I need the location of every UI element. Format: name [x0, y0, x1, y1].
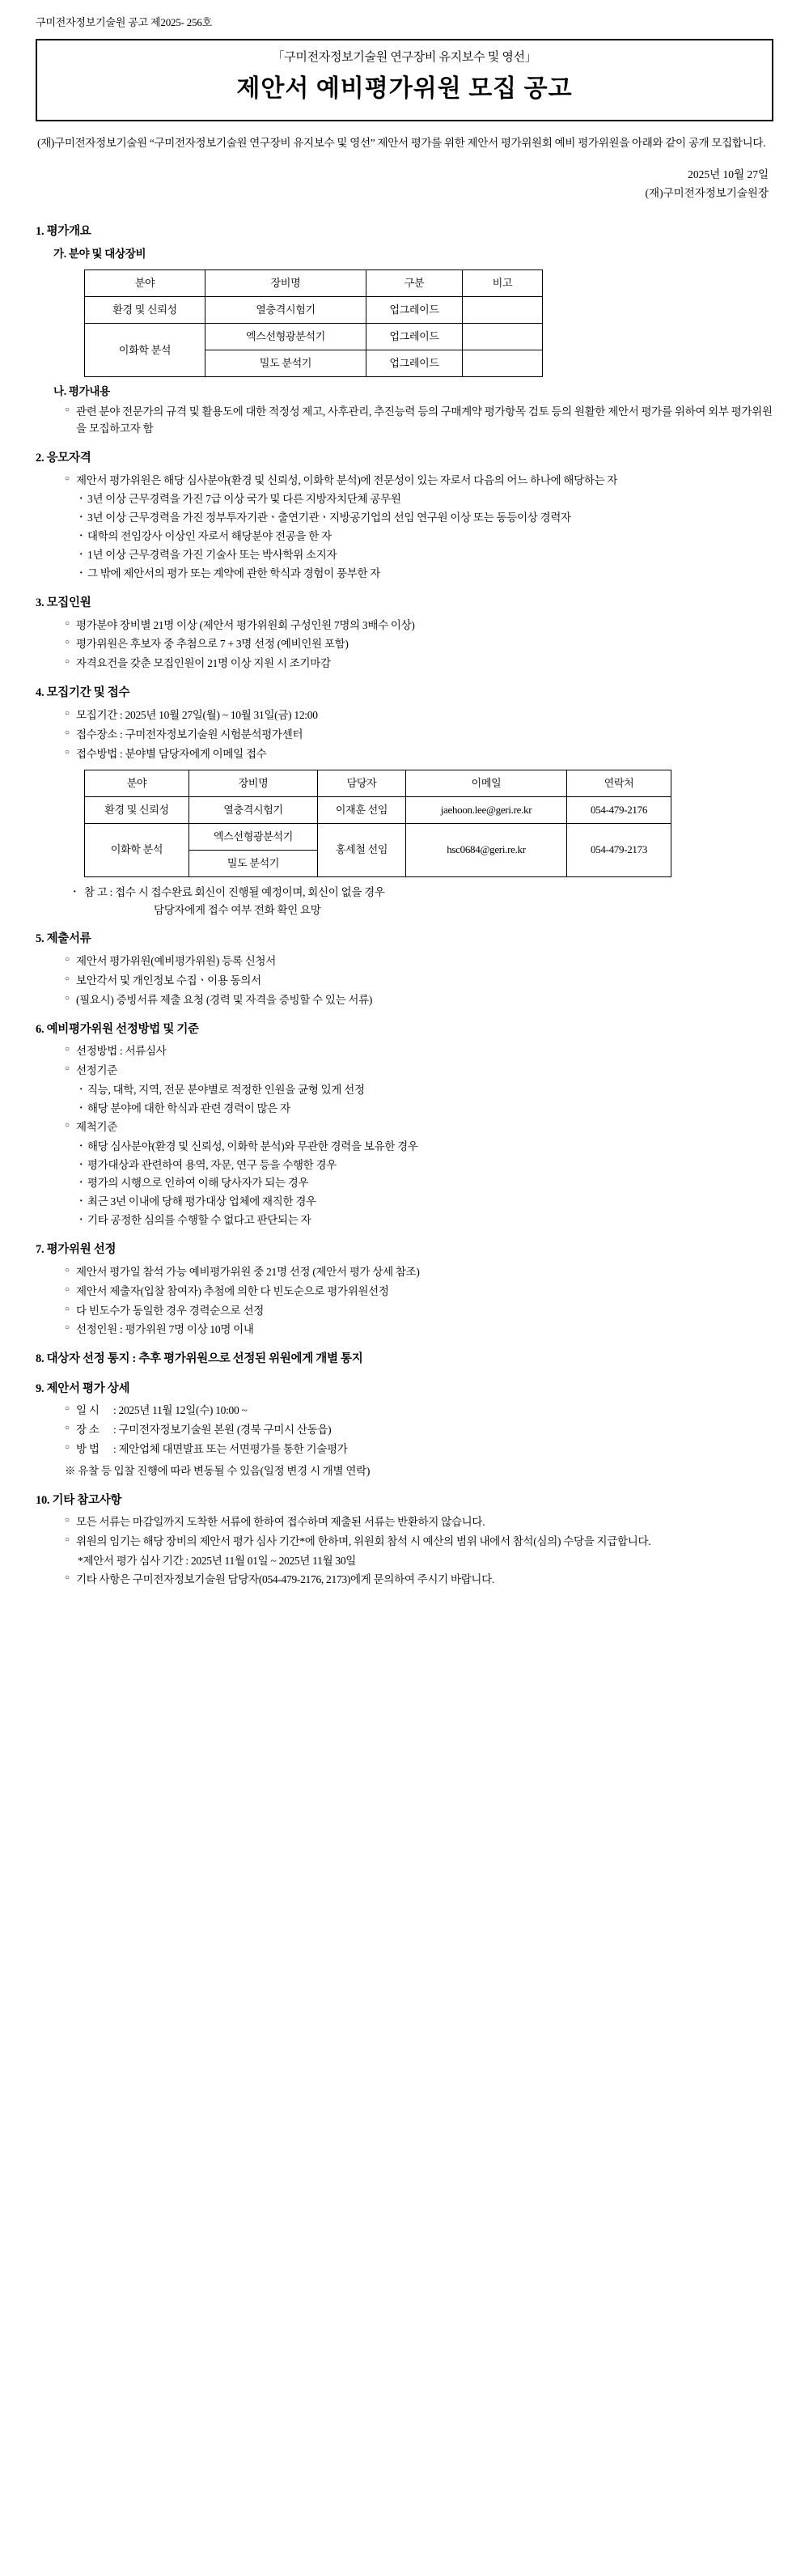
cell-field: 환경 및 신뢰성 — [85, 796, 189, 823]
section-selection-method — [36, 1021, 773, 1230]
th-phone: 연락처 — [567, 770, 671, 796]
th-equipment: 장비명 — [205, 269, 366, 296]
list-item — [65, 1303, 773, 1320]
section-qualification — [36, 449, 773, 583]
list-item — [65, 727, 773, 744]
th-manager: 담당자 — [318, 770, 406, 796]
detail-value: : 2025년 11월 12일(수) 10:00 ~ — [113, 1404, 248, 1417]
table-row — [85, 324, 543, 350]
title-box — [36, 39, 773, 121]
detail-row-datetime — [65, 1403, 773, 1420]
list-item — [65, 404, 773, 438]
list-item — [65, 973, 773, 990]
section-notification — [36, 1350, 773, 1368]
cell-equipment: 열충격시험기 — [189, 796, 318, 823]
list-item — [65, 1043, 773, 1060]
cell-email: hsc0684@geri.re.kr — [406, 823, 567, 876]
detail-value: : 제안업체 대면발표 또는 서면평가를 통한 기술평가 — [113, 1443, 348, 1456]
section-1a-label: 가. 분야 및 대상장비 — [53, 247, 146, 260]
list-item — [65, 473, 773, 490]
list-item — [78, 1157, 773, 1174]
th-field: 분야 — [85, 770, 189, 796]
section-committee-selection — [36, 1241, 773, 1339]
table-header-row — [85, 269, 543, 296]
section-10-list — [36, 1514, 773, 1551]
list-item — [65, 1534, 773, 1551]
list-item — [78, 1082, 773, 1099]
list-item — [65, 1514, 773, 1531]
list-item — [65, 1119, 773, 1136]
section-6-list — [36, 1043, 773, 1080]
list-item-text: 평가위원은 후보자 중 추첨으로 7 + 3명 선정 (예비인원 포함) — [76, 638, 349, 651]
list-item-text: 평가대상과 관련하여 용역, 자문, 연구 등을 수행한 경우 — [87, 1158, 337, 1171]
list-item-text: 모집기간 : 2025년 10월 27일(월) ~ 10월 31일(금) 12:00 — [76, 708, 318, 721]
th-equipment: 장비명 — [189, 770, 318, 796]
application-note — [73, 884, 773, 919]
list-item-text: 해당 심사분야(환경 및 신뢰성, 이화학 분석)와 무관한 경력을 보유한 경우 — [87, 1139, 418, 1152]
list-item — [78, 510, 773, 527]
cell-equipment: 밀도 분석기 — [189, 850, 318, 876]
list-item-text: 제안서 평가일 참석 가능 예비평가위원 중 21명 선정 (제안서 평가 상세 참조) — [76, 1265, 420, 1278]
cell-remark — [463, 296, 543, 323]
list-item — [78, 528, 773, 545]
section-application — [36, 684, 773, 919]
list-item — [65, 1063, 773, 1080]
cell-field: 환경 및 신뢰성 — [85, 296, 205, 323]
section-10-list-2 — [36, 1572, 773, 1589]
list-item-text: 보안각서 및 개인정보 수집ㆍ이용 동의서 — [76, 974, 261, 987]
list-item — [78, 491, 773, 508]
list-item — [78, 1139, 773, 1156]
detail-row-place — [65, 1422, 773, 1439]
section-overview — [36, 223, 773, 438]
cell-type: 업그레이드 — [366, 350, 463, 377]
list-item-text: 제척기준 — [76, 1120, 117, 1133]
section-headcount — [36, 594, 773, 673]
table-row — [85, 296, 543, 323]
cell-type: 업그레이드 — [366, 324, 463, 350]
section-6-title: 6. 예비평가위원 선정방법 및 기준 — [36, 1022, 199, 1036]
cell-manager: 이재훈 선임 — [318, 796, 406, 823]
list-item-text: ○ 관련 분야 전문가의 규격 및 활용도에 대한 적정성 제고, 사후관리, 추진능력 등의 구매계약 평가항목 검토 등의 원활한 제안서 평가를 위하여 외부 평가위원을 모집하고자 함 — [76, 405, 773, 435]
list-item-text: 그 밖에 제안서의 평가 또는 계약에 관한 학식과 경험이 풍부한 자 — [87, 567, 381, 580]
section-4-title: 4. 모집기간 및 접수 — [36, 686, 130, 700]
application-note-text: 참 고 : 접수 시 접수완료 회신이 진행될 예정이며, 회신이 없을 경우 — [84, 886, 385, 899]
section-6-list-2 — [36, 1119, 773, 1136]
list-item — [65, 636, 773, 653]
section-1b-list — [36, 404, 773, 438]
section-6-sublist-2 — [36, 1139, 773, 1230]
schedule-change-note: ※ 유찰 등 입찰 진행에 따라 변동될 수 있음(일정 변경 시 개별 연락) — [65, 1465, 371, 1478]
table-row — [85, 823, 671, 850]
list-item — [78, 1101, 773, 1118]
section-2-title: 2. 응모자격 — [36, 452, 91, 465]
section-other-notes — [36, 1492, 773, 1589]
detail-row-method — [65, 1441, 773, 1458]
cell-field: 이화학 분석 — [85, 324, 205, 377]
section-5-title: 5. 제출서류 — [36, 932, 91, 946]
section-7-title: 7. 평가위원 선정 — [36, 1243, 116, 1257]
list-item-text: 최근 3년 이내에 당해 평가대상 업체에 재직한 경우 — [87, 1195, 316, 1208]
cell-manager: 홍세철 선임 — [318, 823, 406, 876]
section-1b-label: 나. 평가내용 — [53, 385, 110, 398]
list-item-text: 평가분야 장비별 21명 이상 (제안서 평가위원회 구성인원 7명의 3배수 이상) — [76, 618, 415, 631]
list-item — [65, 746, 773, 763]
detail-key: 일 시 — [76, 1404, 100, 1417]
title-main: 제안서 예비평가위원 모집 공고 — [236, 75, 573, 103]
application-note-text-2: 담당자에게 접수 여부 전화 확인 요망 — [154, 903, 321, 916]
list-item-text: 3년 이상 근무경력을 가진 정부투자기관ㆍ출연기관ㆍ지방공기업의 선임 연구원 이상 또는 동등이상 경력자 — [87, 511, 571, 524]
section-3-list — [36, 617, 773, 673]
list-item-text: 접수장소 : 구미전자정보기술원 시험분석평가센터 — [76, 728, 303, 741]
section-10-title: 10. 기타 참고사항 — [36, 1494, 122, 1507]
section-9-title: 9. 제안서 평가 상세 — [36, 1381, 130, 1395]
cell-equipment: 엑스선형광분석기 — [189, 823, 318, 850]
section-2-sublist — [36, 491, 773, 583]
section-6-sublist-1 — [36, 1082, 773, 1118]
section-8-title: 8. 대상자 선정 통지 : 추후 평가위원으로 선정된 위원에게 개별 통지 — [36, 1352, 363, 1366]
list-item-text: 기타 사항은 구미전자정보기술원 담당자(054-479-2176, 2173)에게 문의하여 주시기 바랍니다. — [76, 1573, 494, 1586]
th-email: 이메일 — [406, 770, 567, 796]
detail-key: 장 소 — [76, 1424, 100, 1437]
list-item — [78, 1212, 773, 1229]
list-item-text: 제안서 제출자(입찰 참여자) 추첨에 의한 다 빈도순으로 평가위원선정 — [76, 1284, 389, 1297]
list-item — [65, 953, 773, 970]
detail-value: : 구미전자정보기술원 본원 (경북 구미시 산동읍) — [113, 1424, 332, 1437]
term-footnote: *제안서 평가 심사 기간 : 2025년 11월 01일 ~ 2025년 11월 30일 — [78, 1555, 357, 1568]
list-item-text: 선정기준 — [76, 1063, 117, 1076]
list-item — [78, 1175, 773, 1192]
th-remark: 비고 — [463, 269, 543, 296]
section-2-list — [36, 473, 773, 490]
list-item-text: 자격요건을 갖춘 모집인원이 21명 이상 지원 시 조기마감 — [76, 657, 331, 670]
cell-phone: 054-479-2176 — [567, 796, 671, 823]
list-item — [65, 992, 773, 1009]
section-evaluation-detail — [36, 1380, 773, 1480]
cell-type: 업그레이드 — [366, 296, 463, 323]
section-1-title: 1. 평가개요 — [36, 225, 91, 239]
section-7-list — [36, 1264, 773, 1339]
list-item-text: 3년 이상 근무경력을 가진 7급 이상 국가 및 다른 지방자치단체 공무원 — [87, 493, 401, 506]
cell-phone: 054-479-2173 — [567, 823, 671, 876]
issue-date: 2025년 10월 27일 — [688, 168, 769, 181]
issue-block — [36, 166, 769, 203]
list-item-text: 접수방법 : 분야별 담당자에게 이메일 접수 — [76, 747, 267, 760]
detail-key: 방 법 — [76, 1443, 100, 1456]
cell-equipment: 열충격시험기 — [205, 296, 366, 323]
list-item-text: 제안서 평가위원은 해당 심사분야(환경 및 신뢰성, 이화학 분석)에 전문성이 있는 자로서 다음의 어느 하나에 해당하는 자 — [76, 473, 618, 486]
list-item — [78, 547, 773, 564]
th-type: 구분 — [366, 269, 463, 296]
list-item-text: 직능, 대학, 지역, 전문 분야별로 적정한 인원을 균형 있게 선정 — [87, 1083, 365, 1096]
list-item-text: 평가의 시행으로 인하여 이해 당사자가 되는 경우 — [87, 1177, 309, 1190]
list-item-text: 1년 이상 근무경력을 가진 기술사 또는 박사학위 소지자 — [87, 549, 337, 562]
section-4-list — [36, 707, 773, 763]
cell-remark — [463, 350, 543, 377]
document-number: 구미전자정보기술원 공고 제2025- 256호 — [36, 16, 213, 28]
title-subtitle: 「구미전자정보기술원 연구장비 유지보수 및 영선」 — [272, 51, 537, 65]
list-item-text: 해당 분야에 대한 학식과 관련 경력이 많은 자 — [87, 1101, 290, 1114]
cell-remark — [463, 324, 543, 350]
list-item — [65, 1284, 773, 1301]
th-field: 분야 — [85, 269, 205, 296]
list-item — [65, 1572, 773, 1589]
table-row — [85, 796, 671, 823]
list-item-text: 선정방법 : 서류심사 — [76, 1045, 167, 1057]
section-5-list — [36, 953, 773, 1009]
list-item — [65, 707, 773, 724]
section-3-title: 3. 모집인원 — [36, 596, 91, 610]
list-item — [78, 566, 773, 583]
list-item-text: 기타 공정한 심의를 수행할 수 없다고 판단되는 자 — [87, 1214, 311, 1227]
list-item — [78, 1194, 773, 1211]
list-item — [65, 617, 773, 634]
contact-table — [84, 770, 671, 878]
list-item-text: 대학의 전임강사 이상인 자로서 해당분야 전공을 한 자 — [87, 530, 332, 543]
list-item — [65, 1264, 773, 1281]
cell-field: 이화학 분석 — [85, 823, 189, 876]
cell-email: jaehoon.lee@geri.re.kr — [406, 796, 567, 823]
list-item-text: 선정인원 : 평가위원 7명 이상 10명 이내 — [76, 1323, 254, 1336]
list-item — [65, 656, 773, 673]
list-item — [65, 1322, 773, 1339]
list-item-text: 다 빈도수가 동일한 경우 경력순으로 선정 — [76, 1304, 264, 1317]
issuing-organization: (재)구미전자정보기술원장 — [645, 187, 769, 200]
intro-text: (재)구미전자정보기술원 “구미전자정보기술원 연구장비 유지보수 및 영선” 제안서 평가를 위한 제안서 평가위원회 예비 평가위원을 아래와 같이 공개 모집합니다. — [37, 136, 766, 149]
equipment-table — [84, 269, 543, 378]
list-item-text: 위원의 임기는 해당 장비의 제안서 평가 심사 기간*에 한하며, 위원회 참석 시 예산의 범위 내에서 참석(심의) 수당을 지급합니다. — [76, 1535, 651, 1548]
table-header-row — [85, 770, 671, 796]
section-documents — [36, 930, 773, 1008]
list-item-text: 모든 서류는 마감일까지 도착한 서류에 한하여 접수하며 제출된 서류는 반환하지 않습니다. — [76, 1516, 485, 1529]
list-item-text: 제안서 평가위원(예비평가위원) 등록 신청서 — [76, 954, 276, 967]
cell-equipment: 엑스선형광분석기 — [205, 324, 366, 350]
intro-paragraph — [37, 134, 772, 152]
cell-equipment: 밀도 분석기 — [205, 350, 366, 377]
list-item-text: (필요시) 증빙서류 제출 요청 (경력 및 자격을 증빙할 수 있는 서류) — [76, 993, 373, 1006]
